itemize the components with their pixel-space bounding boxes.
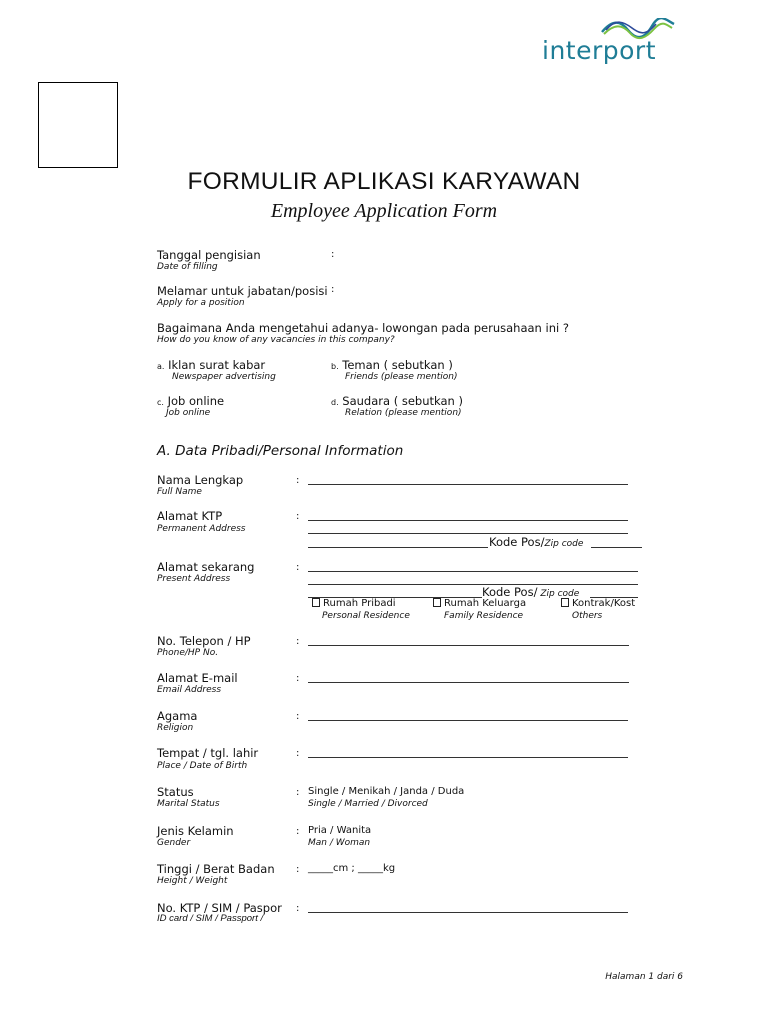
residence-option-2[interactable] [433, 598, 526, 609]
id-card-label: No. KTP / SIM / Paspor [157, 901, 282, 915]
ktp-address-label: Alamat KTP [157, 509, 223, 523]
option-d [331, 394, 463, 408]
birth-label: Tempat / tgl. lahir [157, 746, 259, 760]
full-name-colon: : [296, 475, 300, 486]
status-sub: Marital Status [157, 799, 220, 809]
email-sub: Email Address [157, 685, 222, 695]
option-a-label: Iklan surat kabar [168, 358, 266, 372]
full-name-sub: Full Name [157, 487, 202, 497]
present-address-sub: Present Address [157, 574, 231, 584]
height-weight-input[interactable]: _____cm ; _____kg [308, 863, 396, 874]
phone-input-line[interactable] [308, 645, 629, 646]
gender-colon: : [296, 826, 300, 837]
form-subtitle: Employee Application Form [270, 200, 498, 222]
status-colon: : [296, 787, 300, 798]
birth-colon: : [296, 748, 300, 759]
id-card-sub: ID card / SIM / Passport / [157, 913, 264, 924]
gender-options-en: Man / Woman [308, 838, 371, 848]
id-card-colon: : [296, 903, 300, 914]
option-d-letter: d. [331, 398, 339, 407]
phone-sub: Phone/HP No. [157, 648, 219, 658]
residence-option-2-sub: Family Residence [444, 611, 524, 621]
photo-box [38, 82, 118, 168]
option-d-label: Saudara ( sebutkan ) [342, 394, 463, 408]
section-a-title: A. Data Pribadi/Personal Information [157, 443, 404, 459]
option-c-label: Job online [167, 394, 225, 408]
option-b [331, 358, 453, 372]
religion-input-line[interactable] [308, 720, 628, 721]
option-c [157, 394, 224, 408]
gender-options[interactable]: Pria / Wanita [308, 825, 372, 836]
email-input-line[interactable] [308, 682, 629, 683]
residence-option-2-label: Rumah Keluarga [444, 598, 527, 609]
present-zip-text: Kode Pos/ [482, 585, 538, 599]
present-address-label: Alamat sekarang [157, 560, 255, 574]
height-weight-sub: Height / Weight [157, 876, 228, 886]
date-filling-label: Tanggal pengisian [157, 248, 261, 262]
ktp-zip-sub: Zip code [544, 539, 584, 549]
option-b-letter: b. [331, 362, 339, 371]
option-d-sub: Relation (please mention) [345, 408, 462, 418]
option-a-sub: Newspaper advertising [172, 372, 276, 382]
birth-sub: Place / Date of Birth [157, 761, 248, 771]
checkbox-icon[interactable] [561, 598, 569, 607]
position-sub: Apply for a position [157, 298, 245, 308]
religion-label: Agama [157, 709, 198, 723]
residence-option-3-label: Kontrak/Kost [572, 598, 636, 609]
ktp-zip-input-line[interactable] [591, 547, 642, 548]
birth-input-line[interactable] [308, 757, 628, 758]
ktp-address-sub: Permanent Address [157, 524, 246, 534]
position-label: Melamar untuk jabatan/posisi [157, 284, 328, 298]
residence-option-3[interactable] [561, 598, 635, 609]
date-filling-sub: Date of filling [157, 262, 218, 272]
status-label: Status [157, 785, 194, 799]
form-title: FORMULIR APLIKASI KARYAWAN [187, 168, 581, 195]
residence-option-1[interactable] [312, 598, 396, 609]
option-c-sub: Job online [166, 408, 211, 418]
ktp-zip-text: Kode Pos/ [489, 535, 545, 549]
ktp-address-line-3[interactable] [308, 547, 488, 548]
checkbox-icon[interactable] [433, 598, 441, 607]
date-filling-colon: : [331, 249, 335, 260]
logo-text: interport [542, 36, 656, 65]
status-options-en: Single / Married / Divorced [308, 799, 428, 809]
gender-label: Jenis Kelamin [157, 824, 234, 838]
option-a-letter: a. [157, 362, 165, 371]
gender-sub: Gender [157, 838, 191, 848]
phone-colon: : [296, 636, 300, 647]
option-c-letter: c. [157, 398, 164, 407]
status-options[interactable]: Single / Menikah / Janda / Duda [308, 786, 465, 797]
email-label: Alamat E-mail [157, 671, 238, 685]
vacancy-question-en: How do you know of any vacancies in this company? [157, 335, 395, 345]
height-weight-label: Tinggi / Berat Badan [157, 862, 275, 876]
full-name-label: Nama Lengkap [157, 473, 244, 487]
ktp-address-line-2[interactable] [308, 533, 628, 534]
residence-option-1-label: Rumah Pribadi [323, 598, 396, 609]
present-zip-label [482, 585, 579, 599]
present-zip-sub: Zip code [537, 589, 580, 599]
religion-sub: Religion [157, 723, 194, 733]
checkbox-icon[interactable] [312, 598, 320, 607]
ktp-zip-label [489, 535, 583, 549]
height-weight-colon: : [296, 864, 300, 875]
ktp-address-colon: : [296, 511, 300, 522]
option-b-label: Teman ( sebutkan ) [342, 358, 453, 372]
vacancy-question: Bagaimana Anda mengetahui adanya- lowongan pada perusahaan ini ? [157, 321, 569, 335]
present-address-line-1[interactable] [308, 571, 638, 572]
present-address-colon: : [296, 562, 300, 573]
option-b-sub: Friends (please mention) [345, 372, 458, 382]
company-logo [540, 18, 680, 72]
present-address-line-2[interactable] [308, 584, 638, 585]
religion-colon: : [296, 711, 300, 722]
option-a [157, 358, 265, 372]
id-card-input-line[interactable] [308, 912, 628, 913]
full-name-input-line[interactable] [308, 484, 628, 485]
ktp-address-line-1[interactable] [308, 520, 628, 521]
residence-option-1-sub: Personal Residence [322, 611, 410, 621]
residence-option-3-sub: Others [572, 611, 603, 621]
email-colon: : [296, 673, 300, 684]
phone-label: No. Telepon / HP [157, 634, 251, 648]
position-colon: : [331, 284, 335, 295]
page-number: Halaman 1 dari 6 [605, 972, 683, 982]
